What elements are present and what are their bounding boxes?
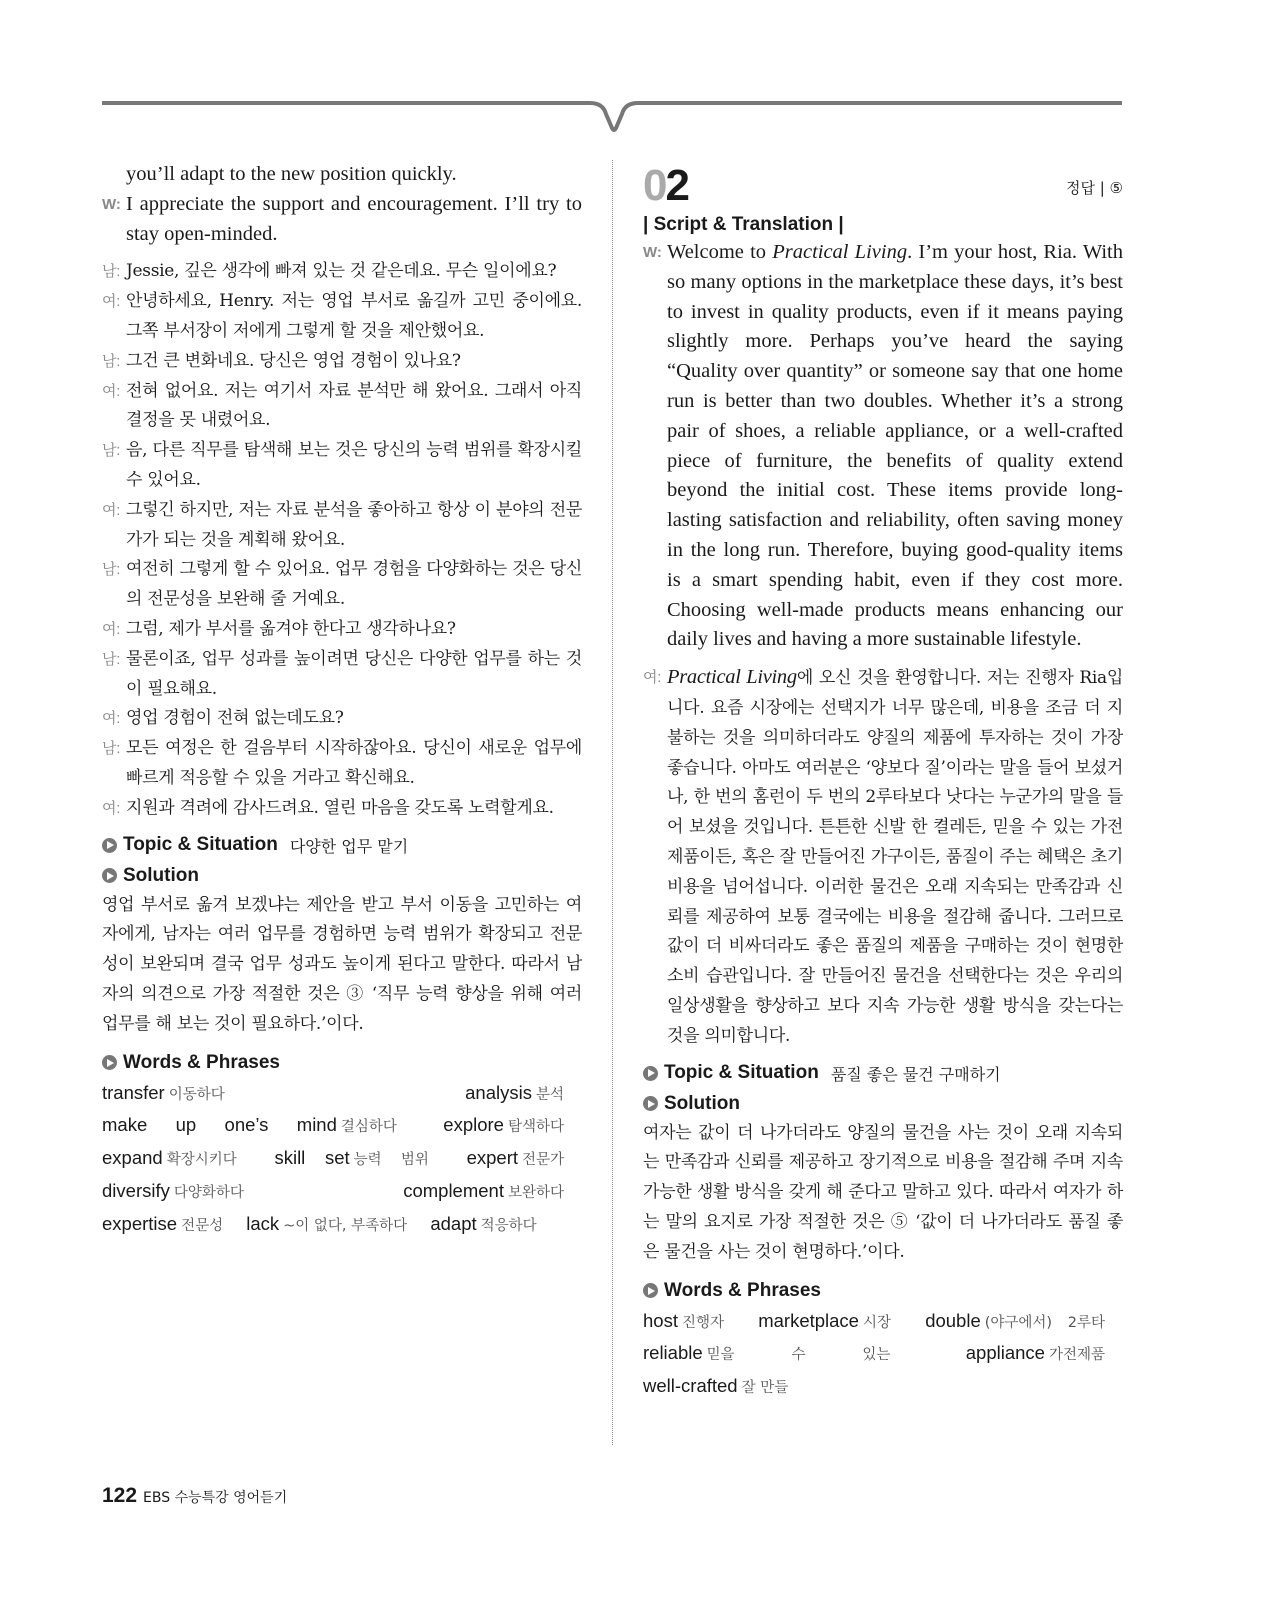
word-english: explore xyxy=(443,1114,504,1136)
line-text: 모든 여정은 한 걸음부터 시작하잖아요. 당신이 새로운 업무에 빠르게 적응할 수 있을 거라고 확신해요. xyxy=(126,738,582,788)
speaker-label: 여: xyxy=(643,669,662,687)
word-entry xyxy=(102,1114,397,1135)
line-text: 음, 다른 직무를 탐색해 보는 것은 당신의 능력 범위를 확장시킬 수 있어요. xyxy=(126,440,582,490)
page-number: 122 xyxy=(102,1484,138,1507)
line-text: 영업 경험이 전혀 없는데도요? xyxy=(126,708,344,729)
words-label: Words & Phrases xyxy=(664,1279,821,1301)
answer-label: 정답 | ⑤ xyxy=(1065,179,1123,197)
line-text: 그렇긴 하지만, 저는 자료 분석을 좋아하고 항상 이 분야의 전문가가 되는 것을 계획해 왔어요. xyxy=(126,499,582,550)
question-number-digit: 2 xyxy=(665,161,688,210)
script-heading: | Script & Translation | xyxy=(643,214,844,235)
word-meaning: 능력 범위 xyxy=(353,1152,429,1169)
translation-dialogue xyxy=(102,257,582,823)
word-entry xyxy=(443,1114,564,1135)
line-text: you’ll adapt to the new position quickly. xyxy=(126,163,457,185)
word-english: expand xyxy=(102,1147,163,1169)
words-label: Words & Phrases xyxy=(123,1051,280,1073)
line-text: 그건 큰 변화네요. 당신은 영업 경험이 있나요? xyxy=(126,350,461,371)
question-number xyxy=(643,161,688,210)
line-text: 전혀 없어요. 저는 여기서 자료 분석만 해 왔어요. 그래서 아직 결정을 못 내렸어요. xyxy=(126,380,582,431)
solution-heading xyxy=(643,1093,1123,1115)
header-notch-rule xyxy=(0,90,1280,140)
play-bullet-icon xyxy=(643,1283,658,1298)
word-entry xyxy=(465,1082,564,1103)
word-entry xyxy=(102,1213,223,1234)
word-meaning: (야구에서) 2루타 xyxy=(984,1314,1105,1331)
topic-text: 품질 좋은 물건 구매하기 xyxy=(830,1064,1001,1084)
word-english: complement xyxy=(403,1179,504,1201)
program-title: Practical Living xyxy=(667,666,797,689)
dialogue-line xyxy=(102,436,582,496)
word-meaning: 분석 xyxy=(535,1086,564,1103)
topic-heading xyxy=(102,834,582,857)
speaker-label: 여: xyxy=(102,799,121,817)
word-meaning: 결심하다 xyxy=(340,1119,397,1136)
dialogue-line xyxy=(102,704,582,734)
topic-text: 다양한 업무 맡기 xyxy=(289,836,409,856)
word-meaning: 보완하다 xyxy=(507,1184,564,1201)
line-text: 물론이죠, 업무 성과를 높이려면 당신은 다양한 업무를 하는 것이 필요해요. xyxy=(126,648,582,699)
word-meaning: 적응하다 xyxy=(480,1217,537,1234)
left-column xyxy=(102,160,582,1242)
dialogue-line xyxy=(102,555,582,615)
question-header xyxy=(643,160,1123,208)
dialogue-line xyxy=(102,615,582,645)
word-english: host xyxy=(643,1309,678,1331)
column-divider xyxy=(612,160,613,1445)
word-meaning: 전문성 xyxy=(181,1217,224,1234)
word-meaning: 믿을 수 있는 xyxy=(706,1347,891,1364)
dialogue-line xyxy=(102,257,582,287)
word-english: reliable xyxy=(643,1342,703,1364)
solution-label: Solution xyxy=(123,864,199,886)
solution-label: Solution xyxy=(664,1092,740,1114)
word-entry xyxy=(274,1147,428,1168)
speaker-label: 남: xyxy=(102,352,121,370)
topic-label: Topic & Situation xyxy=(123,834,278,856)
dialogue-line xyxy=(102,190,582,250)
word-english: expert xyxy=(466,1147,518,1169)
word-entry xyxy=(430,1213,536,1234)
word-english: skill set xyxy=(274,1147,350,1169)
word-entry xyxy=(102,1180,244,1201)
dialogue-line xyxy=(102,347,582,377)
word-english: make up one’s mind xyxy=(102,1114,337,1136)
word-english: diversify xyxy=(102,1179,170,1201)
word-entry xyxy=(246,1213,407,1234)
play-bullet-icon xyxy=(102,838,117,853)
word-entry xyxy=(102,1147,237,1168)
line-text: Jessie, 깊은 생각에 빠져 있는 것 같은데요. 무슨 일이에요? xyxy=(126,261,557,282)
dialogue-line xyxy=(102,794,582,824)
word-english: double xyxy=(925,1309,981,1331)
solution-heading xyxy=(102,865,582,887)
speaker-label: 여: xyxy=(102,501,121,519)
speaker-label: 남: xyxy=(102,650,121,668)
word-entry xyxy=(758,1310,891,1331)
word-meaning: 잘 만들 xyxy=(741,1380,789,1397)
word-english: analysis xyxy=(465,1081,532,1103)
word-meaning: 탐색하다 xyxy=(507,1119,564,1136)
word-english: adapt xyxy=(430,1212,477,1234)
line-text: 안녕하세요, Henry. 저는 영업 부서로 옮길까 고민 중이에요. 그쪽 부서장이 저에게 그렇게 할 것을 제안했어요. xyxy=(126,291,582,341)
word-entry xyxy=(102,1082,225,1103)
word-entry xyxy=(966,1342,1105,1363)
dialogue-line xyxy=(102,734,582,794)
word-meaning: 가전제품 xyxy=(1048,1347,1105,1364)
speaker-label: 남: xyxy=(102,263,121,281)
line-text: 그럼, 제가 부서를 옮겨야 한다고 생각하나요? xyxy=(126,618,456,639)
word-english: well-crafted xyxy=(643,1375,738,1397)
dialogue-line xyxy=(102,377,582,437)
book-title: EBS 수능특강 영어듣기 xyxy=(143,1490,288,1506)
word-meaning: 확장시키다 xyxy=(166,1152,237,1169)
words-list xyxy=(102,1078,582,1242)
translation-text: 에 오신 것을 환영합니다. 저는 진행자 Ria입니다. 요즘 시장에는 선택지가 너무 많은데, 비용을 조금 더 지불하는 것을 의미하더라도 양질의 제품에 투자하는 것이 가장 좋습니다. 아마도 여러분은 ‘양보다 질’이라는 말을 들어 보셨거나, 한 번의 홈런이 두 번의 2루타보다 낫다는 누군가의 말을 들어 보셨을 것입니다. 튼튼한 신발 한 켤레든, 믿을 수 있는 가전제품이든, 혹은 잘 만들어진 가구이든, 품질이 주는 혜택은 초기 비용을 넘어섭니다. 이러한 물건은 오래 지속되는 만족감과 신뢰를 제공하여 보통 결국에는 비용을 절감해 줍니다. 그러므로 값이 더 비싸더라도 좋은 품질의 제품을 구매하는 것이 현명한 소비 습관입니다. 잘 만들어진 물건을 선택한다는 것은 우리의 일상생활을 향상하고 보다 지속 가능한 생활 방식을 갖는다는 것을 의미합니다. xyxy=(667,668,1123,1046)
page-footer xyxy=(102,1484,287,1508)
word-entry xyxy=(925,1310,1105,1331)
word-english: marketplace xyxy=(758,1309,859,1331)
play-bullet-icon xyxy=(102,1055,117,1070)
word-english: appliance xyxy=(965,1342,1045,1364)
speaker-label: W: xyxy=(102,195,121,213)
dialogue-line xyxy=(102,645,582,705)
play-bullet-icon xyxy=(643,1066,658,1081)
right-column xyxy=(643,160,1123,1404)
line-text: I appreciate the support and encouragement. I’ll try to stay open-minded. xyxy=(126,192,582,245)
question-number-zero: 0 xyxy=(643,161,666,210)
program-title: Practical Living xyxy=(772,241,908,263)
speaker-label: W: xyxy=(643,244,662,261)
speaker-label: 남: xyxy=(102,561,121,579)
word-english: transfer xyxy=(102,1081,165,1103)
speaker-label: 여: xyxy=(102,293,121,311)
script-entry xyxy=(643,238,1123,655)
line-text: 지원과 격려에 감사드려요. 열린 마음을 갖도록 노력할게요. xyxy=(126,797,554,818)
word-entry xyxy=(403,1180,564,1201)
play-bullet-icon xyxy=(102,868,117,883)
word-entry xyxy=(643,1342,890,1363)
word-meaning: 진행자 xyxy=(681,1314,724,1331)
speaker-label: 여: xyxy=(102,620,121,638)
dialogue-line xyxy=(102,287,582,347)
words-list xyxy=(643,1306,1123,1404)
dialogue-line xyxy=(102,496,582,556)
words-heading xyxy=(643,1280,1123,1302)
word-english: lack xyxy=(246,1212,280,1234)
word-meaning: ~이 없다, 부족하다 xyxy=(283,1217,408,1234)
topic-label: Topic & Situation xyxy=(664,1062,819,1084)
play-bullet-icon xyxy=(643,1096,658,1111)
script-text-pre: Welcome to xyxy=(667,241,773,263)
line-text: 여전히 그렇게 할 수 있어요. 업무 경험을 다양화하는 것은 당신의 전문성을 보완해 줄 거예요. xyxy=(126,559,582,610)
speaker-label: 남: xyxy=(102,740,121,758)
script-tail xyxy=(102,160,582,249)
word-meaning: 전문가 xyxy=(522,1152,565,1169)
script-text: . I’m your host, Ria. With so many options in the marketplace these days, it’s best to invest in quality products, even if it means paying slightly more. Perhaps you’ve heard the saying “Quality over quantity” or someone say that one home run is better than two doubles. Whether it’s a strong pair of shoes, a reliable appliance, or a well-crafted piece of furniture, the benefits of quality extend beyond the initial cost. These items provide long-lasting satisfaction and reliability, often saving money in the long run. Therefore, buying good-quality items is a smart spending habit, even if they cost more. Choosing well-made products means enhancing our daily lives and having a more sustainable lifestyle. xyxy=(667,241,1123,651)
word-meaning: 다양화하다 xyxy=(173,1184,244,1201)
solution-text: 영업 부서로 옮겨 보겠냐는 제안을 받고 부서 이동을 고민하는 여자에게, 남자는 여러 업무를 경험하면 능력 범위가 확장되고 전문성이 보완되며 결국 업무 성과도 높이게 된다고 말한다. 따라서 남자의 의견으로 가장 적절한 것은 ③ ‘직무 능력 향상을 위해 여러 업무를 해 보는 것이 필요하다.’이다. xyxy=(102,894,582,1034)
solution-text: 여자는 값이 더 나가더라도 양질의 물건을 사는 것이 오래 지속되는 만족감과 신뢰를 제공하고 장기적으로 비용을 절감해 주며 지속 가능한 생활 방식을 갖게 해 준다고 말하고 있다. 따라서 여자가 하는 말의 요지로 가장 적절한 것은 ⑤ ‘값이 더 나가더라도 품질 좋은 물건을 사는 것이 현명하다.’이다. xyxy=(643,1122,1123,1262)
word-meaning: 이동하다 xyxy=(168,1086,225,1103)
words-heading xyxy=(102,1052,582,1074)
word-entry xyxy=(643,1375,788,1396)
topic-heading xyxy=(643,1062,1123,1085)
word-entry xyxy=(467,1147,564,1168)
speaker-label: 여: xyxy=(102,382,121,400)
speaker-label: 여: xyxy=(102,710,121,728)
word-entry xyxy=(643,1310,724,1331)
word-meaning: 시장 xyxy=(862,1314,891,1331)
speaker-label: 남: xyxy=(102,442,121,460)
dialogue-line xyxy=(102,160,582,190)
translation-entry xyxy=(643,663,1123,1051)
word-english: expertise xyxy=(102,1212,178,1234)
